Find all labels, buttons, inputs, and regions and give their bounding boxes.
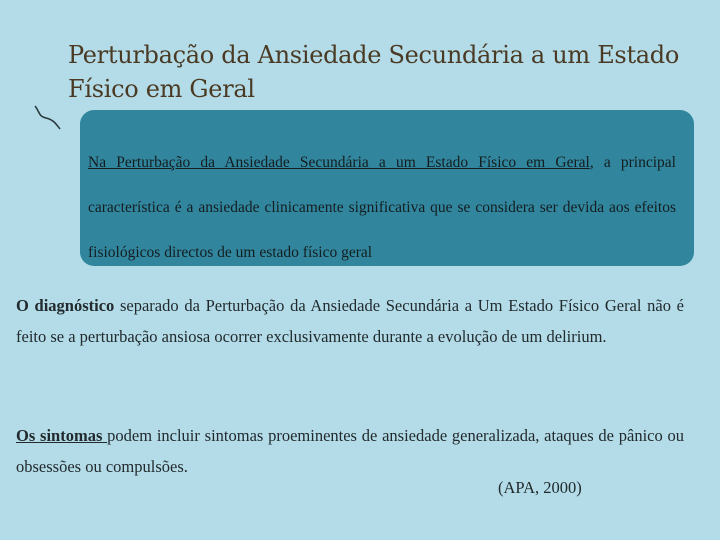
definition-lead: Na Perturbação da Ansiedade Secundária a um Estado Físico em Geral bbox=[88, 154, 590, 171]
symptoms-paragraph bbox=[16, 420, 684, 482]
diagnosis-lead: O diagnóstico bbox=[16, 296, 115, 315]
diagnosis-paragraph bbox=[16, 290, 684, 352]
symptoms-lead: Os sintomas bbox=[16, 426, 108, 445]
squiggle-ornament bbox=[32, 104, 64, 132]
citation: (APA, 2000) bbox=[498, 478, 582, 497]
definition-rest: , a principal característica é a ansiedade clinicamente significativa que se considera ser devida aos efeitos fisiológicos directos de um estado físico geral bbox=[88, 154, 676, 261]
page-title: Perturbação da Ansiedade Secundária a um Estado Físico em Geral bbox=[68, 41, 680, 103]
definition-text bbox=[88, 140, 676, 275]
diagnosis-rest: separado da Perturbação da Ansiedade Secundária a Um Estado Físico Geral não é feito se a perturbação ansiosa ocorrer exclusivamente durante a evolução de um delirium. bbox=[16, 296, 684, 346]
symptoms-rest: podem incluir sintomas proeminentes de ansiedade generalizada, ataques de pânico ou obsessões ou compulsões. bbox=[16, 426, 684, 476]
